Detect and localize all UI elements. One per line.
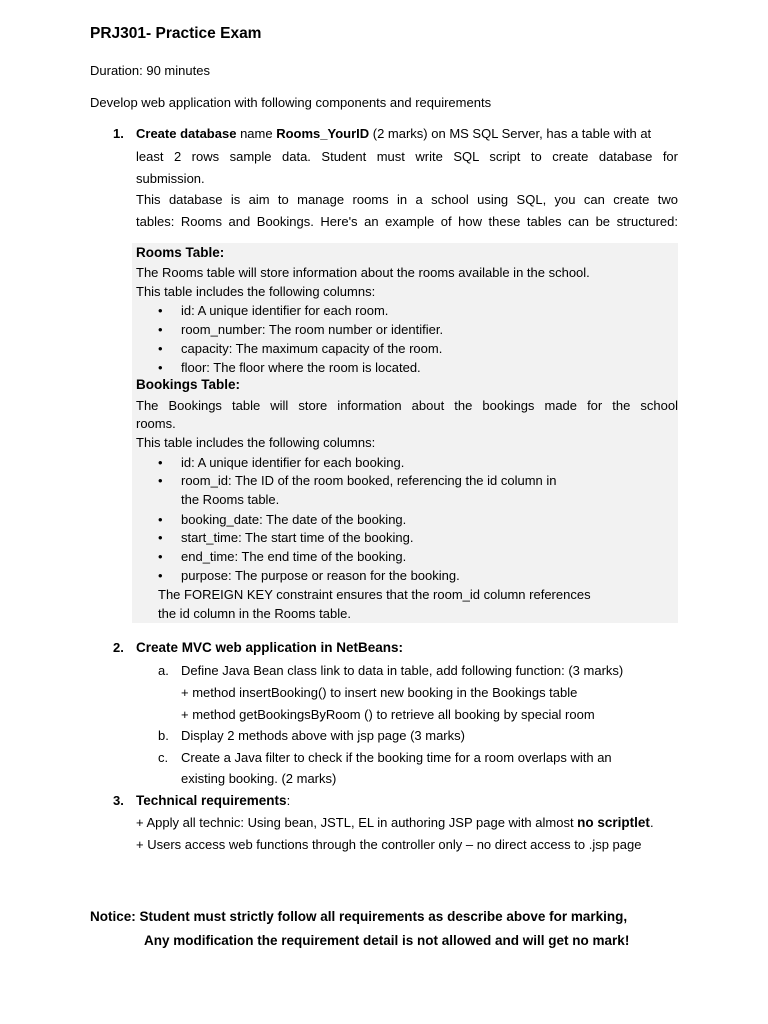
duration-text: Duration: 90 minutes [90,63,210,78]
notice-line1: Notice: Student must strictly follow all requirements as describe above for marking, [90,909,628,924]
bullet: • [158,360,163,375]
q2-a-label: a. [158,663,169,678]
q2-a-method2: + method getBookingsByRoom () to retrieve all booking by special room [181,707,595,722]
bookings-col-end-time: end_time: The end time of the booking. [181,549,407,564]
bookings-col-booking-date: booking_date: The date of the booking. [181,512,407,527]
q3-requirement1 [136,815,654,830]
q1-line2: least 2 rows sample data. Student must write SQL script to create database for [136,149,678,164]
q3-heading: Technical requirements [136,793,287,808]
q1-bold-create-db: Create database [136,126,237,141]
bookings-table-heading: Bookings Table: [136,377,241,392]
rooms-col-capacity: capacity: The maximum capacity of the room. [181,341,443,356]
q2-a-method1: + method insertBooking() to insert new booking in the Bookings table [181,685,578,700]
q3-requirement2: + Users access web functions through the controller only – no direct access to .jsp page [136,837,642,852]
tables-description-box [132,243,678,623]
q1-text-name: name [236,126,277,141]
bookings-col-start-time: start_time: The start time of the booking. [181,530,414,545]
q1-line4: This database is aim to manage rooms in a school using SQL, you can create two [136,192,678,207]
bullet: • [158,341,163,356]
bookings-col-id: id: A unique identifier for each booking. [181,455,405,470]
q3-heading-line [136,793,290,808]
q2-c-label: c. [158,750,169,765]
q2-number: 2. [113,640,124,655]
bookings-col-room-id-cont: the Rooms table. [181,492,280,507]
q3-req1-text: + Apply all technic: Using bean, JSTL, EL in authoring JSP page with almost [136,815,578,830]
q3-number: 3. [113,793,124,808]
rooms-table-description: The Rooms table will store information about the rooms available in the school. [136,265,590,280]
bullet: • [158,530,163,545]
bookings-table-columns-intro: This table includes the following columns: [136,435,376,450]
q3-heading-colon: : [286,793,291,808]
rooms-table-columns-intro: This table includes the following columns: [136,284,376,299]
bookings-table-description-cont: rooms. [136,416,176,431]
notice-line2: Any modification the requirement detail is not allowed and will get no mark! [144,933,630,948]
bullet: • [158,303,163,318]
bullet: • [158,549,163,564]
foreign-key-note-cont: the id column in the Rooms table. [158,606,351,621]
q1-line3: submission. [136,171,205,186]
q2-b-text: Display 2 methods above with jsp page (3 marks) [181,728,465,743]
bullet: • [158,473,163,488]
q2-a-text: Define Java Bean class link to data in table, add following function: (3 marks) [181,663,624,678]
rooms-col-floor: floor: The floor where the room is located. [181,360,421,375]
q1-number: 1. [113,126,124,141]
rooms-table-heading: Rooms Table: [136,245,225,260]
bullet: • [158,455,163,470]
bullet: • [158,568,163,583]
rooms-col-room-number: room_number: The room number or identifier. [181,322,444,337]
bookings-col-room-id: room_id: The ID of the room booked, referencing the id column in [181,473,557,488]
q2-heading: Create MVC web application in NetBeans: [136,640,404,655]
q1-line5: tables: Rooms and Bookings. Here's an example of how these tables can be structured: [136,214,678,229]
bookings-col-purpose: purpose: The purpose or reason for the booking. [181,568,460,583]
foreign-key-note: The FOREIGN KEY constraint ensures that the room_id column references [158,587,591,602]
bullet: • [158,512,163,527]
q3-req1-bold: no scriptlet [577,815,650,830]
q1-line1 [136,126,678,141]
q1-text-marks: (2 marks) on MS SQL Server, has a table with at [369,126,652,141]
q2-c-text-cont: existing booking. (2 marks) [181,771,337,786]
q3-req1-end: . [649,815,654,830]
q2-c-text: Create a Java filter to check if the booking time for a room overlaps with an [181,750,612,765]
bullet: • [158,322,163,337]
rooms-col-id: id: A unique identifier for each room. [181,303,389,318]
q1-bold-dbname: Rooms_YourID [276,126,370,141]
bookings-table-description: The Bookings table will store information about the bookings made for the school [136,398,678,413]
page-title: PRJ301- Practice Exam [90,25,262,42]
intro-text: Develop web application with following components and requirements [90,95,492,110]
q2-b-label: b. [158,728,169,743]
